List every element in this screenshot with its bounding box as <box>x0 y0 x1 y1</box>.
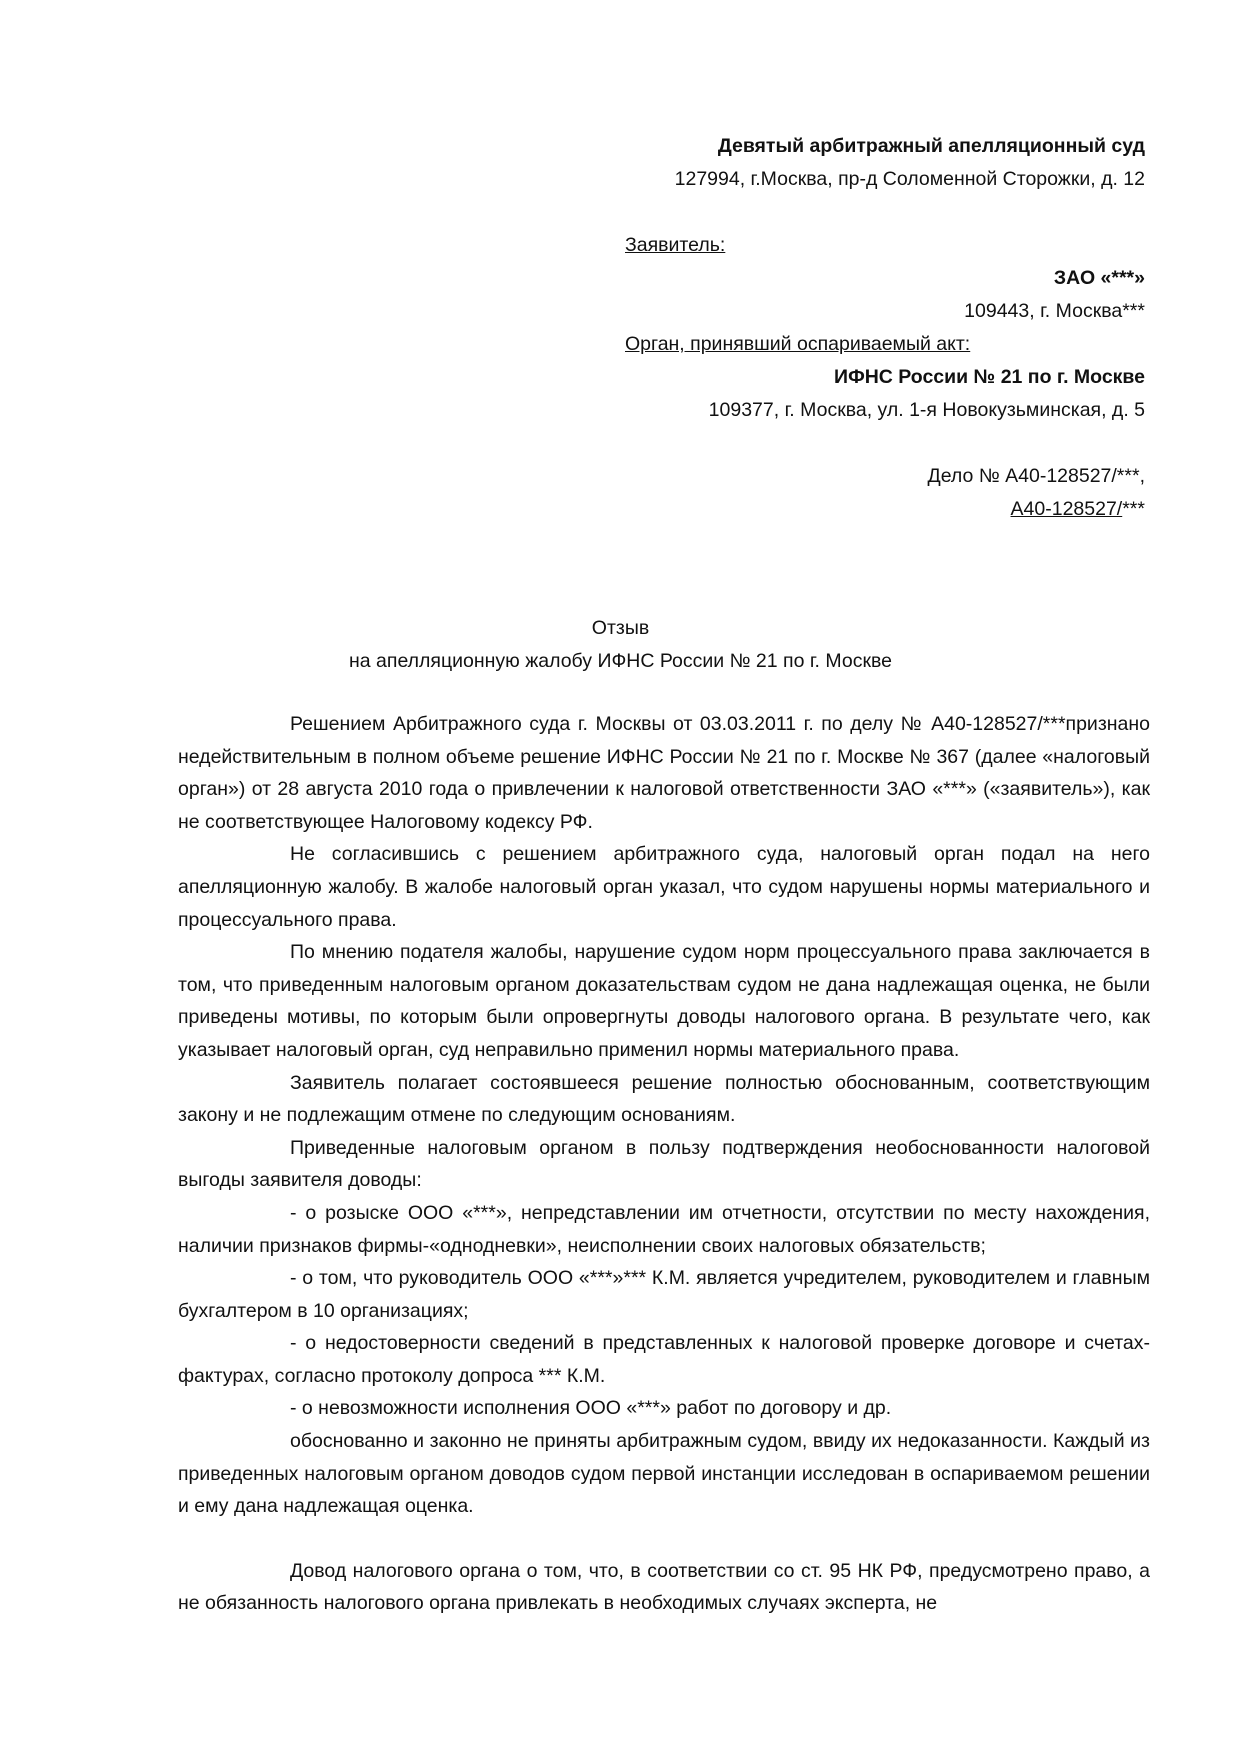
applicant-label: Заявитель: <box>625 234 726 256</box>
paragraph: Заявитель полагает состоявшееся решение полностью обоснованным, соответствующим закону и не подлежащим отмене по следующим основаниям. <box>178 1071 1150 1127</box>
paragraph: Приведенные налоговым органом в пользу подтверждения необоснованности налоговой выгоды заявителя доводы: <box>178 1136 1150 1192</box>
document-body <box>178 708 1150 1620</box>
paragraph: Не согласившись с решением арбитражного суда, налоговый орган подал на него апелляционную жалобу. В жалобе налоговый орган указал, что судом нарушены нормы материального и процессуального права. <box>178 843 1150 931</box>
list-item: - о невозможности исполнения ООО «***» работ по договору и др. <box>290 1397 892 1420</box>
list-item: - о том, что руководитель ООО «***»*** К.М. является учредителем, руководителем и главным бухгалтером в 10 организациях; <box>178 1267 1150 1322</box>
document-header <box>625 130 1145 526</box>
paragraph: По мнению подателя жалобы, нарушение судом норм процессуального права заключается в том, что приведенным налоговым органом доказательствам судом не дана надлежащая оценка, не были приведены мотивы, по которым были опровергнуты доводы налогового органа. В результате чего, как указывает налоговый орган, суд неправильно применил нормы материального права. <box>178 941 1150 1061</box>
list-item: - о розыске ООО «***», непредставлении им отчетности, отсутствии по месту нахождения, наличии признаков фирмы-«однодневки», неисполнении своих налоговых обязательств; <box>178 1201 1150 1257</box>
paragraph: Довод налогового органа о том, что, в соответствии со ст. 95 НК РФ, предусмотрено право, а не обязанность налогового органа привлекать в необходимых случаях эксперта, не <box>178 1559 1150 1615</box>
document-title <box>0 612 1241 678</box>
title-line1: Отзыв <box>591 617 650 639</box>
organ-name: ИФНС России № 21 по г. Москве <box>834 366 1145 388</box>
court-address: 127994, г.Москва, пр-д Соломенной Сторожки, д. 12 <box>674 168 1145 190</box>
paragraph: обоснованно и законно не приняты арбитражным судом, ввиду их недоказанности. Каждый из приведенных налоговым органом доводов судом первой инстанции исследован в оспариваемом решении и ему дана надлежащая оценка. <box>178 1430 1150 1518</box>
applicant-address: 109443, г. Москва*** <box>964 300 1145 322</box>
case-number-line1: Дело № А40-128527/***, <box>927 465 1145 487</box>
organ-address: 109377, г. Москва, ул. 1-я Новокузьминская, д. 5 <box>708 399 1145 421</box>
organ-label: Орган, принявший оспариваемый акт: <box>625 333 971 355</box>
organ-label-row <box>625 328 1145 361</box>
title-line2: на апелляционную жалобу ИФНС России № 21 по г. Москве <box>349 650 892 672</box>
case-number-line2 <box>625 493 1145 526</box>
case-number-underlined: А40-128527/ <box>1010 498 1123 520</box>
applicant-label-row <box>625 229 1145 262</box>
paragraph: Решением Арбитражного суда г. Москвы от 03.03.2011 г. по делу № А40-128527/***признано недействительным в полном объеме решение ИФНС России № 21 по г. Москве № 367 (далее «налоговый орган») от 28 августа 2010 года о привлечении к налоговой ответственности ЗАО «***» («заявитель»), как не соответствующее Налоговому кодексу РФ. <box>178 713 1150 833</box>
list-item: - о недостоверности сведений в представленных к налоговой проверке договоре и счетах-фактурах, согласно протоколу допроса *** К.М. <box>178 1332 1150 1387</box>
case-number-suffix: *** <box>1122 498 1145 520</box>
court-name: Девятый арбитражный апелляционный суд <box>717 135 1145 157</box>
applicant-name: ЗАО «***» <box>1053 267 1145 289</box>
